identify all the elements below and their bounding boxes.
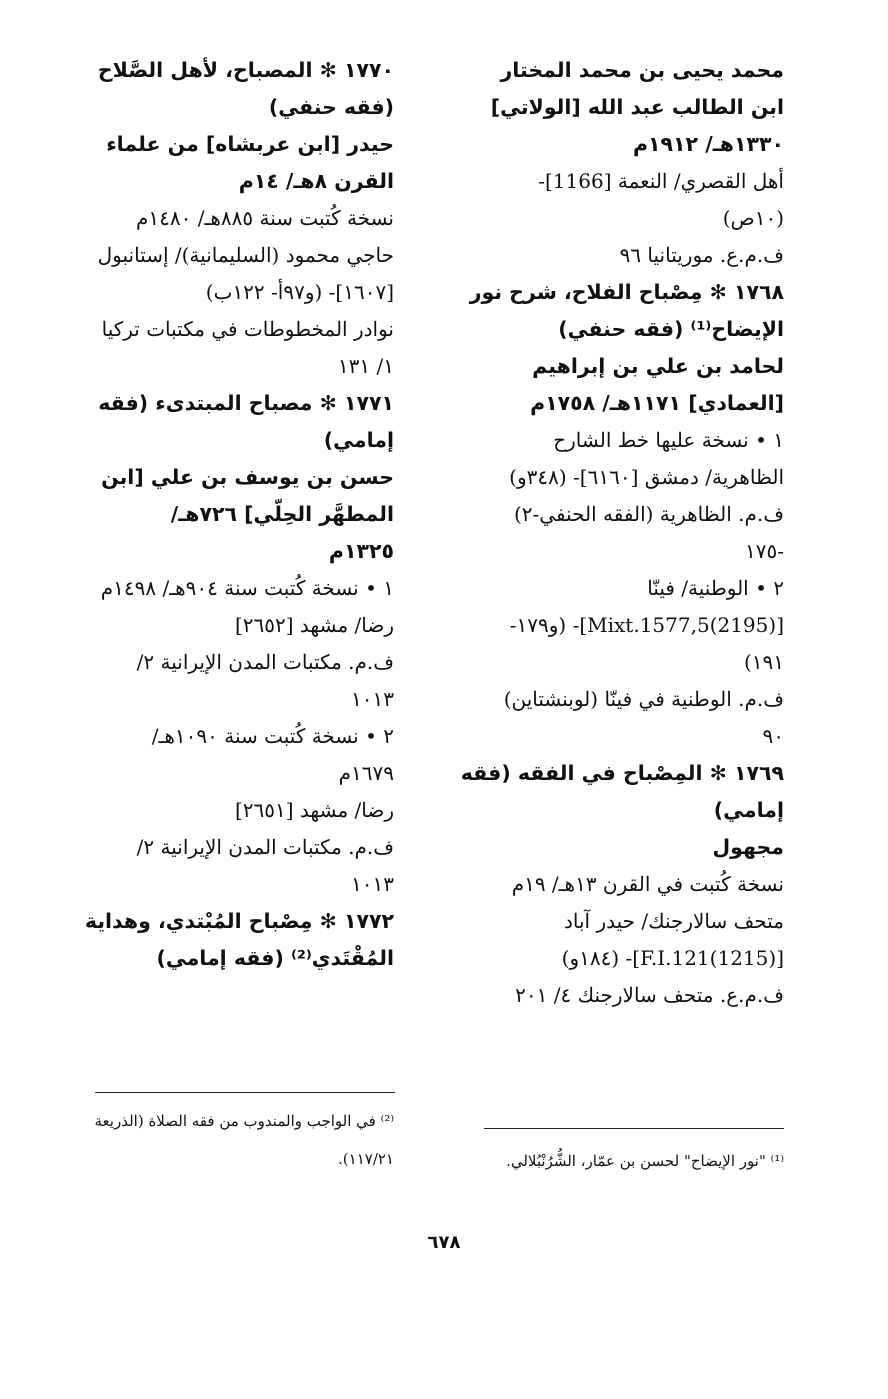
right-column-line: [العمادي] ١١٧١هـ/ ١٧٥٨م (530, 391, 784, 415)
right-column-line: ١٩١) (743, 650, 784, 674)
footnote-2-line1: ⁽²⁾ في الواجب والمندوب من فقه الصلاة (الذريعة (94, 1112, 394, 1130)
left-column-line: رضا/ مشهد [٢٦٥٢] (234, 613, 394, 637)
left-column-line: نسخة كُتبت سنة ٨٨٥هـ/ ١٤٨٠م (136, 206, 394, 230)
left-column-line: ١٠١٣ (351, 687, 394, 711)
right-column-line: ف.م. الظاهرية (الفقه الحنفي-٢) (513, 502, 784, 526)
left-column-line: ١/ ١٣١ (337, 354, 394, 378)
right-column-line: ٢ • الوطنية/ فينّا (647, 576, 784, 600)
left-column-line: ١٧٧٠ ✻ المصباح، لأهل الصَّلاح (97, 58, 394, 82)
left-column-line: ف.م. مكتبات المدن الإيرانية ٢/ (136, 835, 394, 859)
footnote-separator-left (95, 1092, 395, 1093)
right-column-line: [(1215)F.I.121]- (١٨٤و) (561, 946, 784, 970)
left-column-line: ف.م. مكتبات المدن الإيرانية ٢/ (136, 650, 394, 674)
left-column-line: ١٦٧٩م (338, 761, 394, 785)
right-column-line: ١ • نسخة عليها خط الشارح (553, 428, 784, 452)
right-column-line: ٩٠ (762, 724, 784, 748)
page-number: ٦٧٨ (427, 1232, 461, 1253)
right-column-line: ف.م.ع. موريتانيا ٩٦ (619, 243, 784, 267)
right-column-line: متحف سالارجنك/ حيدر آباد (563, 909, 784, 933)
left-column-line: حاجي محمود (السليمانية)/ إستانبول (97, 243, 394, 267)
right-column-line: ابن الطالب عبد الله [الولاتي] (490, 95, 784, 119)
right-column-line: الظاهرية/ دمشق [٦١٦٠]- (٣٤٨و) (509, 465, 784, 489)
right-column-line: ١٧٦٩ ✻ المِصْباح في الفقه (فقه (460, 761, 784, 785)
left-column-line: حيدر [ابن عربشاه] من علماء (106, 132, 394, 156)
left-column-line: ١ • نسخة كُتبت سنة ٩٠٤هـ/ ١٤٩٨م (100, 576, 394, 600)
right-column-line: محمد يحيى بن محمد المختار (500, 58, 784, 82)
right-column-line: نسخة كُتبت في القرن ١٣هـ/ ١٩م (511, 872, 784, 896)
left-column (56, 52, 394, 977)
footnote-separator-right (484, 1128, 784, 1129)
footnote-2-line2: ١١٧/٢١). (338, 1150, 394, 1168)
left-column-line: حسن بن يوسف بن علي [ابن (101, 465, 394, 489)
right-column-line: ١٣٣٠هـ/ ١٩١٢م (632, 132, 784, 156)
right-column-line: الإيضاح⁽¹⁾ (فقه حنفي) (558, 317, 784, 341)
footnote-right (454, 1142, 784, 1180)
footnote-left (56, 1102, 394, 1178)
right-column-line: ف.م.ع. متحف سالارجنك ٤/ ٢٠١ (515, 983, 784, 1007)
right-column-line: -١٧٥ (745, 539, 784, 563)
right-column-line: ١٧٦٨ ✻ مِصْباح الفلاح، شرح نور (469, 280, 784, 304)
left-column-line: ١٣٢٥م (328, 539, 394, 563)
right-column-line: [(2195)Mixt.1577,5]- (و١٧٩- (509, 613, 784, 637)
right-column-line: (١٠ص) (722, 206, 784, 230)
left-column-line: المُقْتَدي⁽²⁾ (فقه إمامي) (156, 946, 394, 970)
left-column-line: القرن ٨هـ/ ١٤م (238, 169, 394, 193)
right-column (454, 52, 784, 1014)
right-column-line: ف.م. الوطنية في فينّا (لوبنشتاين) (503, 687, 784, 711)
right-column-line: إمامي) (713, 798, 784, 822)
left-column-line: ٢ • نسخة كُتبت سنة ١٠٩٠هـ/ (151, 724, 394, 748)
footnote-1: ⁽¹⁾ "نور الإيضاح" لحسن بن عمّار، الشُّرُنْبُلالي. (506, 1152, 784, 1170)
left-column-line: (فقه حنفي) (268, 95, 394, 119)
left-column-line: ١٠١٣ (351, 872, 394, 896)
left-column-line: ١٧٧١ ✻ مصباح المبتدىء (فقه (98, 391, 394, 415)
left-column-line: [١٦٠٧]- (و٩٧أ- ١٢٢ب) (205, 280, 394, 304)
left-column-line: المطهَّر الحِلّي] ٧٢٦هـ/ (170, 502, 394, 526)
left-column-line: نوادر المخطوطات في مكتبات تركيا (101, 317, 394, 341)
right-column-line: لحامد بن علي بن إبراهيم (532, 354, 784, 378)
right-column-line: أهل القصري/ النعمة [1166]- (538, 169, 784, 193)
left-column-line: إمامي) (323, 428, 394, 452)
left-column-line: رضا/ مشهد [٢٦٥١] (234, 798, 394, 822)
left-column-line: ١٧٧٢ ✻ مِصْباح المُبْتدي، وهداية (84, 909, 394, 933)
right-column-line: مجهول (712, 835, 784, 859)
